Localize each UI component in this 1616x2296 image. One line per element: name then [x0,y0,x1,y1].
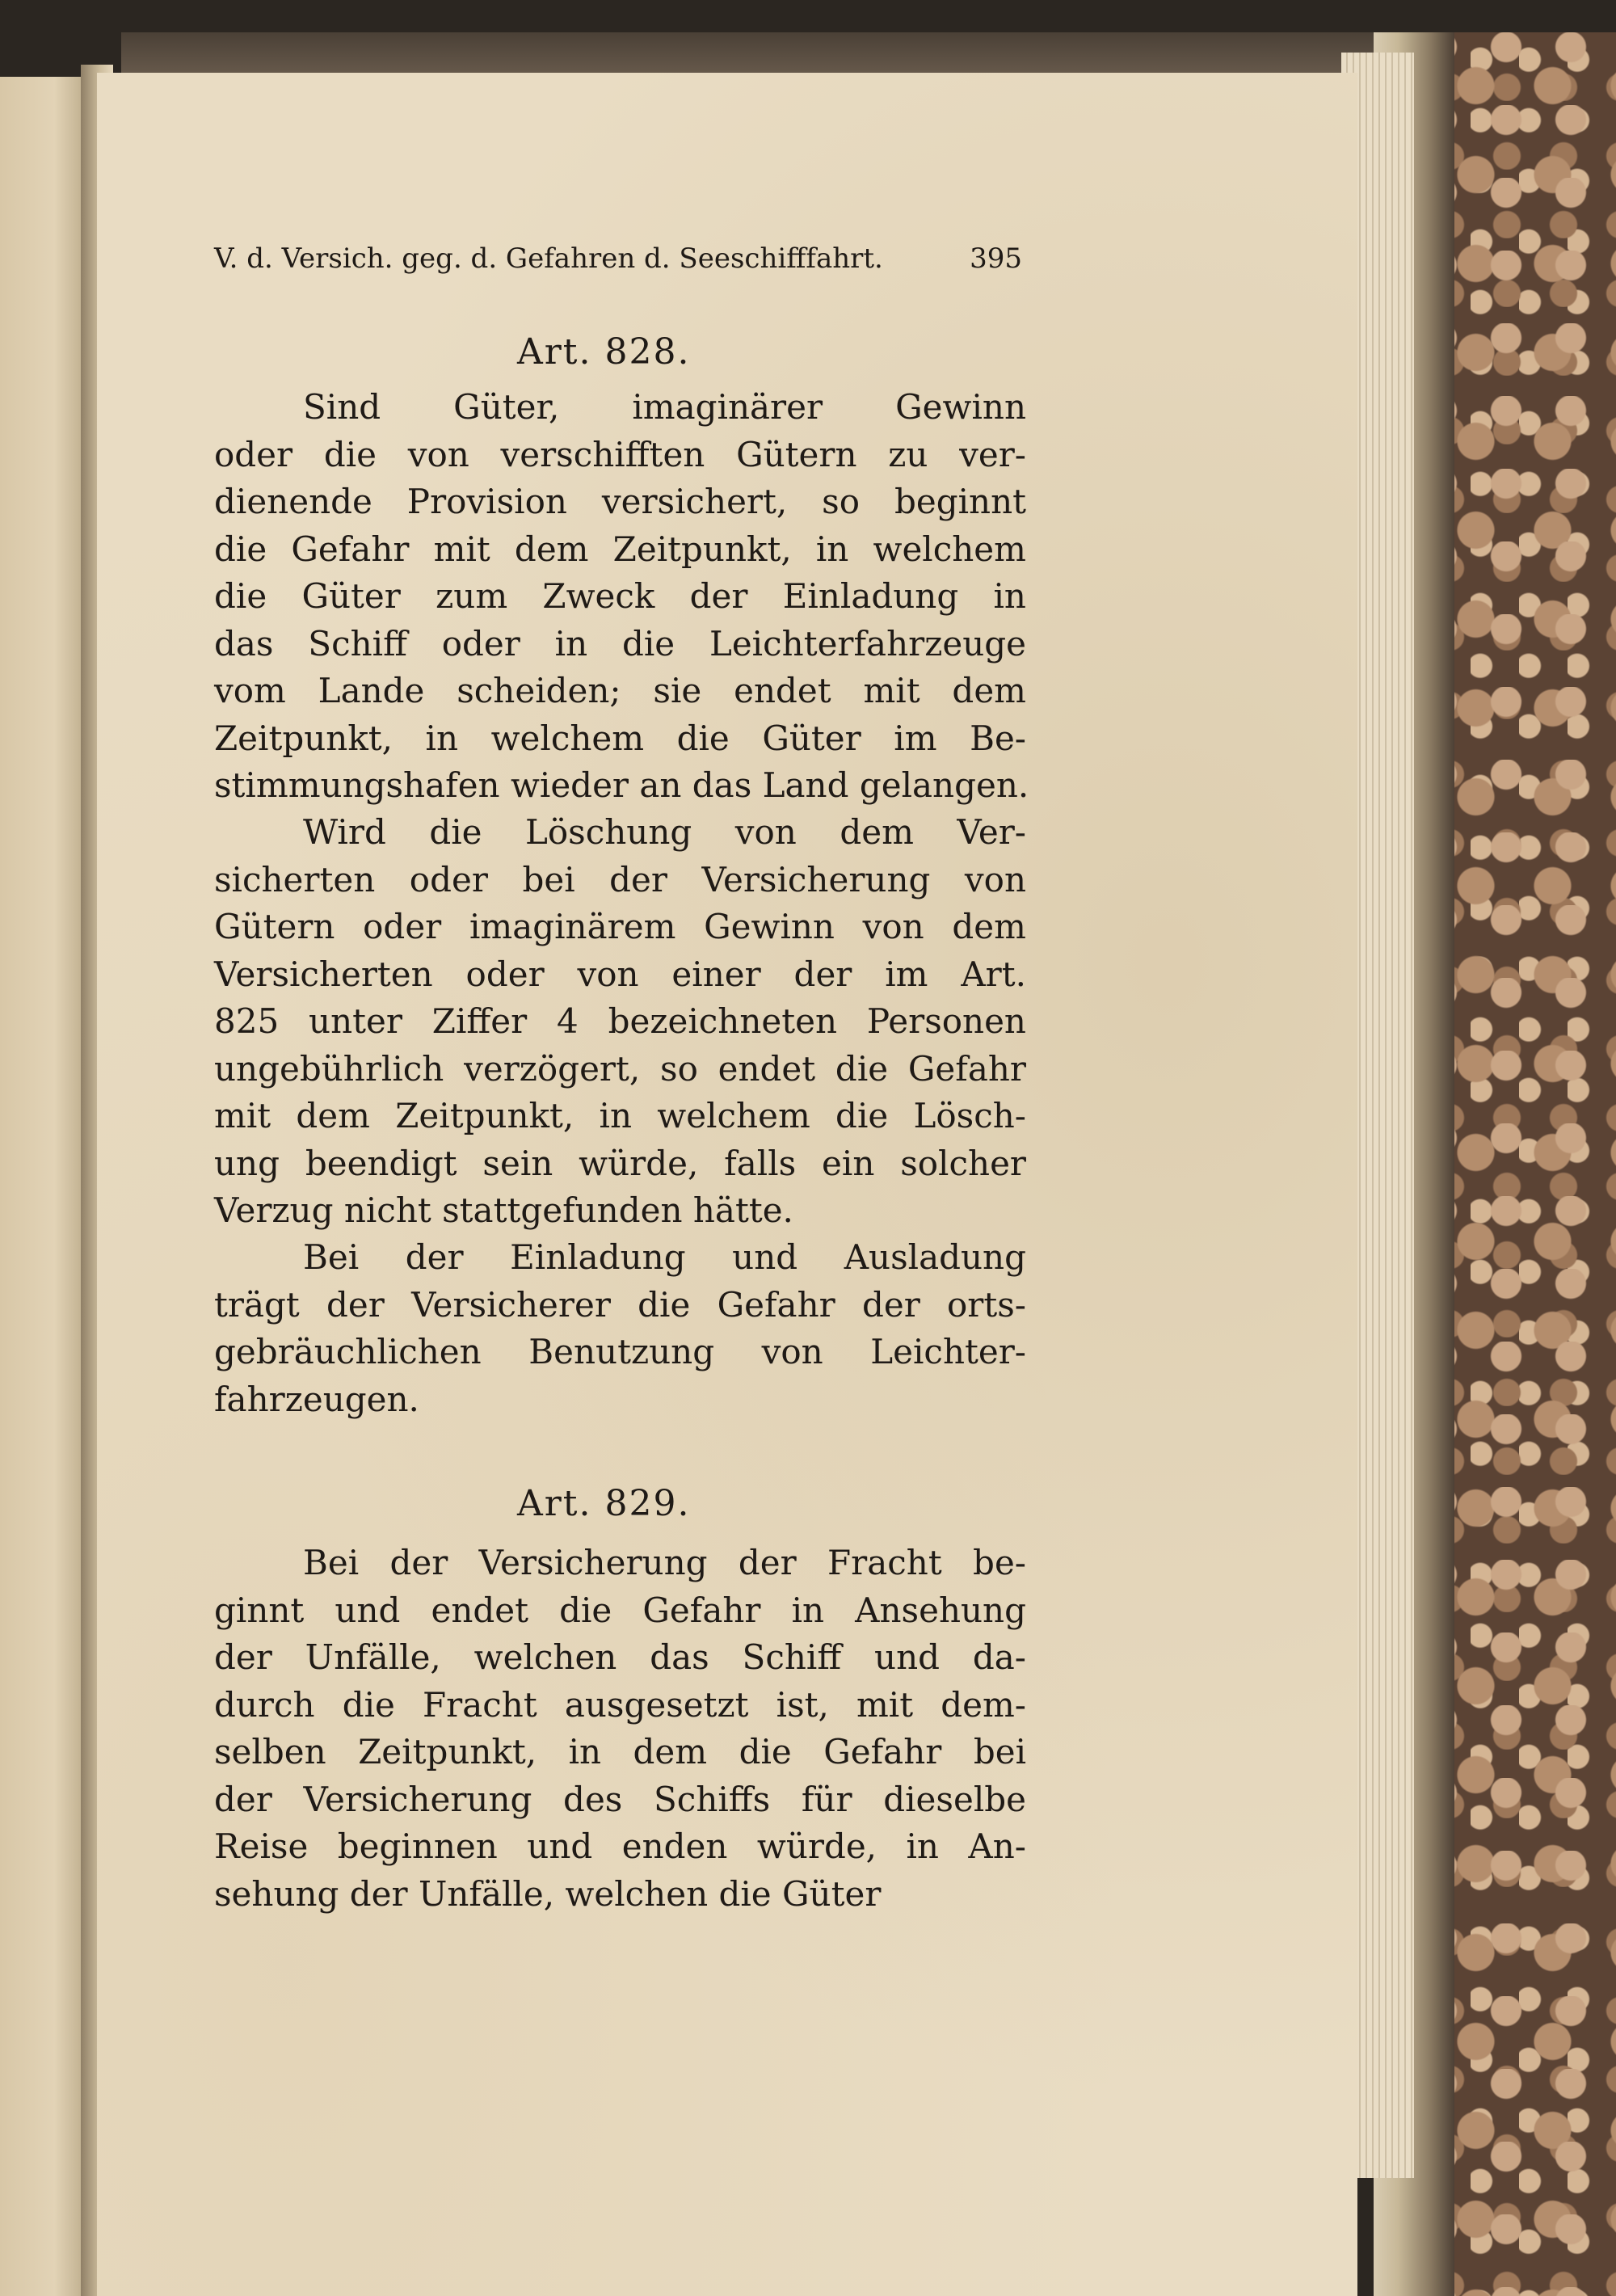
text-line: Bei der Einladung und Ausladung [303,1237,1026,1277]
text-line: fahrzeugen. [214,1379,419,1419]
text-line: Wird die Löschung von dem Ver- [303,812,1026,852]
text-line: oder die von verschifften Gütern zu ver- [214,434,1026,474]
article-828-heading: Art. 828. [517,331,691,373]
text-line: die Gefahr mit dem Zeitpunkt, in welchem [214,529,1026,569]
text-line: 825 unter Ziffer 4 bezeichneten Personen [214,1001,1026,1041]
text-line: stimmungshafen wieder an das Land gelangen. [214,765,1029,805]
text-line: das Schiff oder in die Leichterfahrzeuge [214,623,1026,664]
text-line: die Güter zum Zweck der Einladung in [214,576,1026,616]
running-title: V. d. Versich. geg. d. Gefahren d. Seeschifffahrt. [214,242,883,275]
page-number: 395 [970,242,1022,275]
running-header [214,242,1022,275]
article-828-paragraph-3 [214,1234,1026,1423]
text-line: mit dem Zeitpunkt, in welchem die Lösch- [214,1096,1026,1135]
article-829-heading: Art. 829. [517,1483,691,1524]
text-line: sehung der Unfälle, welchen die Güter [214,1873,882,1914]
text-line: durch die Fracht ausgesetzt ist, mit dem- [214,1684,1026,1725]
text-line: Bei der Versicherung der Fracht be- [303,1543,1026,1582]
text-line: Versicherten oder von einer der im Art. [214,954,1026,994]
text-line: trägt der Versicherer die Gefahr der orts- [214,1284,1026,1325]
text-line: Gütern oder imaginärem Gewinn von dem [214,907,1026,946]
text-line: dienende Provision versichert, so beginnt [214,482,1026,521]
text-line: gebräuchlichen Benutzung von Leichter- [214,1332,1026,1371]
left-page-edge [0,77,90,2296]
text-line: Verzug nicht stattgefunden hätte. [214,1190,793,1230]
text-line: der Unfälle, welchen das Schiff und da- [214,1637,1026,1677]
article-829-paragraph-1 [214,1540,1026,1918]
text-line: ginnt und endet die Gefahr in Ansehung [214,1590,1026,1630]
text-line: ungebührlich verzögert, so endet die Gefahr [214,1048,1026,1089]
text-line: Zeitpunkt, in welchem die Güter im Be- [214,718,1026,758]
article-828-paragraph-2 [214,809,1026,1235]
text-line: der Versicherung des Schiffs für dieselbe [214,1779,1026,1819]
text-line: vom Lande scheiden; sie endet mit dem [214,671,1026,710]
article-828-paragraph-1 [214,384,1029,810]
text-line: selben Zeitpunkt, in dem die Gefahr bei [214,1732,1026,1772]
text-line: Sind Güter, imaginärer Gewinn [303,387,1026,427]
text-line: ung beendigt sein würde, falls ein solcher [214,1143,1026,1183]
text-line: sicherten oder bei der Versicherung von [214,859,1026,899]
text-line: Reise beginnen und enden würde, in An- [214,1826,1026,1866]
